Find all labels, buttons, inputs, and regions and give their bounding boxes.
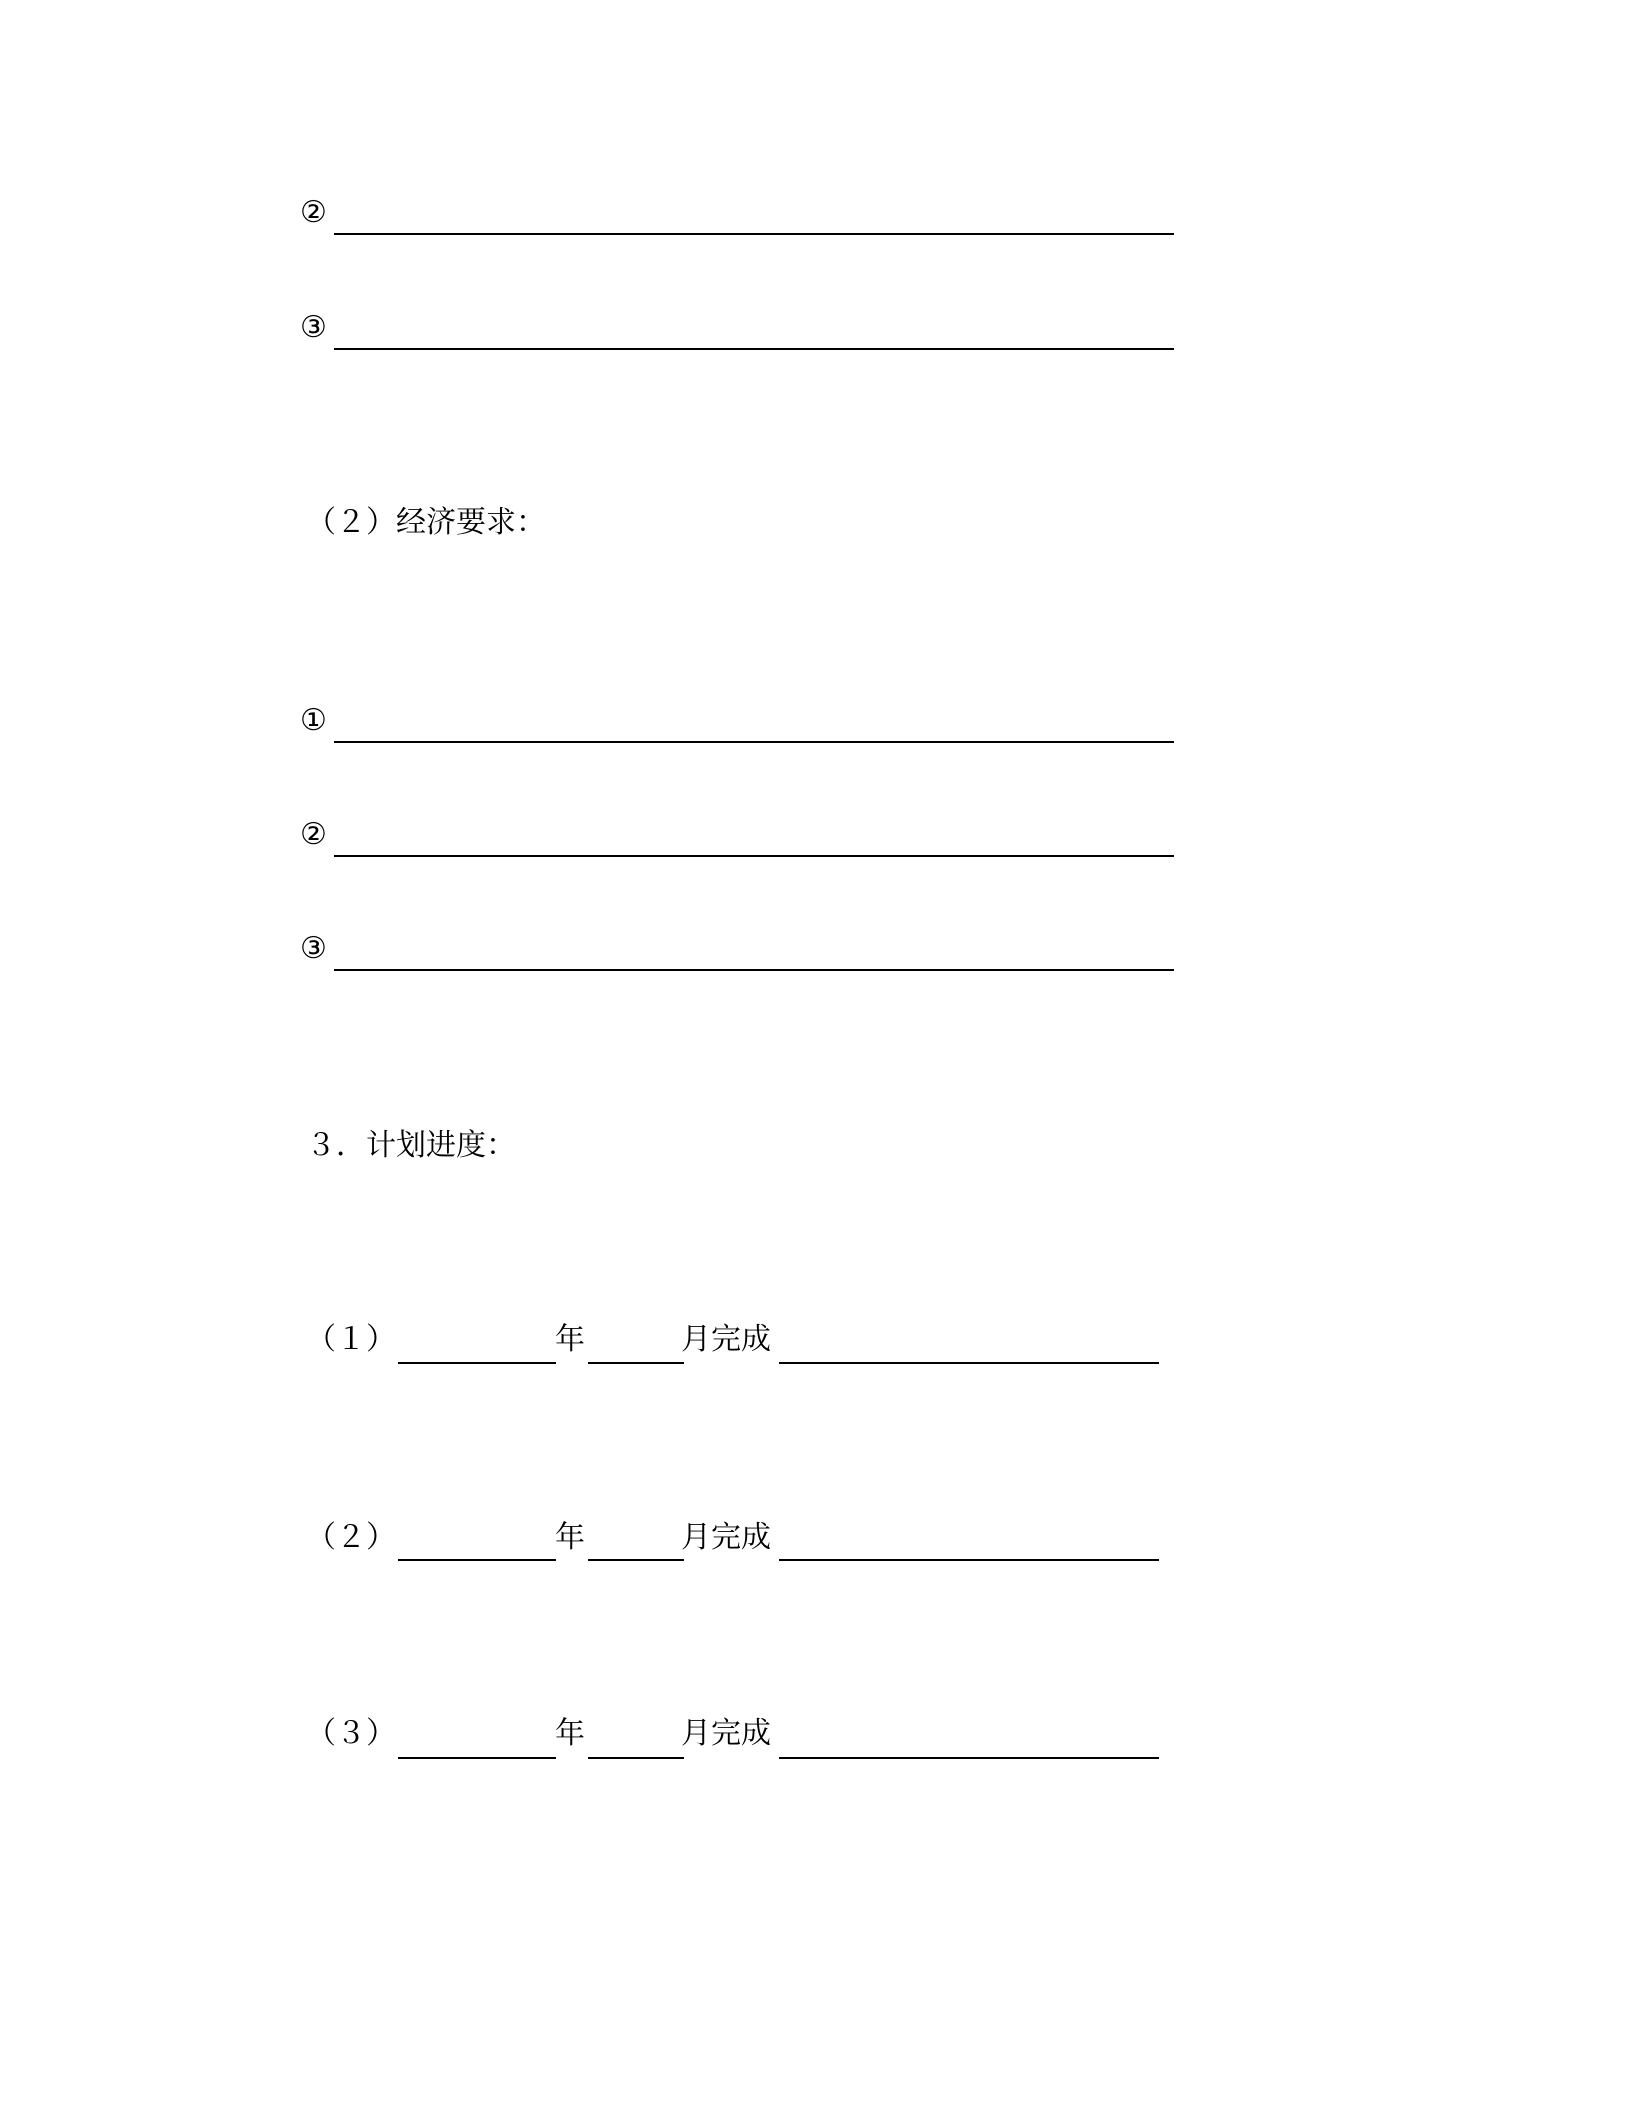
schedule-row-index: （３） xyxy=(306,1716,396,1751)
item-marker-2: ② xyxy=(300,195,327,230)
fill-in-line[interactable] xyxy=(334,855,1174,857)
month-complete-label: 月完成 xyxy=(681,1322,771,1357)
year-label: 年 xyxy=(555,1520,585,1555)
item-marker-2: ② xyxy=(300,817,327,852)
fill-in-line[interactable] xyxy=(334,969,1174,971)
month-blank[interactable] xyxy=(588,1362,684,1364)
fill-in-line[interactable] xyxy=(334,741,1174,743)
year-blank[interactable] xyxy=(398,1362,556,1364)
section-heading-economic: （２）经济要求： xyxy=(306,505,546,540)
item-marker-3: ③ xyxy=(300,931,327,966)
year-label: 年 xyxy=(555,1322,585,1357)
month-blank[interactable] xyxy=(588,1559,684,1561)
fill-in-line[interactable] xyxy=(334,233,1174,235)
year-blank[interactable] xyxy=(398,1757,556,1759)
task-blank[interactable] xyxy=(779,1559,1159,1561)
task-blank[interactable] xyxy=(779,1757,1159,1759)
year-label: 年 xyxy=(555,1716,585,1751)
item-marker-3: ③ xyxy=(300,310,327,345)
year-blank[interactable] xyxy=(398,1559,556,1561)
month-complete-label: 月完成 xyxy=(681,1520,771,1555)
month-complete-label: 月完成 xyxy=(681,1716,771,1751)
month-blank[interactable] xyxy=(588,1757,684,1759)
section-heading-schedule: ３．计划进度： xyxy=(306,1128,516,1163)
schedule-row-index: （１） xyxy=(306,1322,396,1357)
schedule-row-index: （２） xyxy=(306,1520,396,1555)
task-blank[interactable] xyxy=(779,1362,1159,1364)
item-marker-1: ① xyxy=(300,703,327,738)
fill-in-line[interactable] xyxy=(334,348,1174,350)
